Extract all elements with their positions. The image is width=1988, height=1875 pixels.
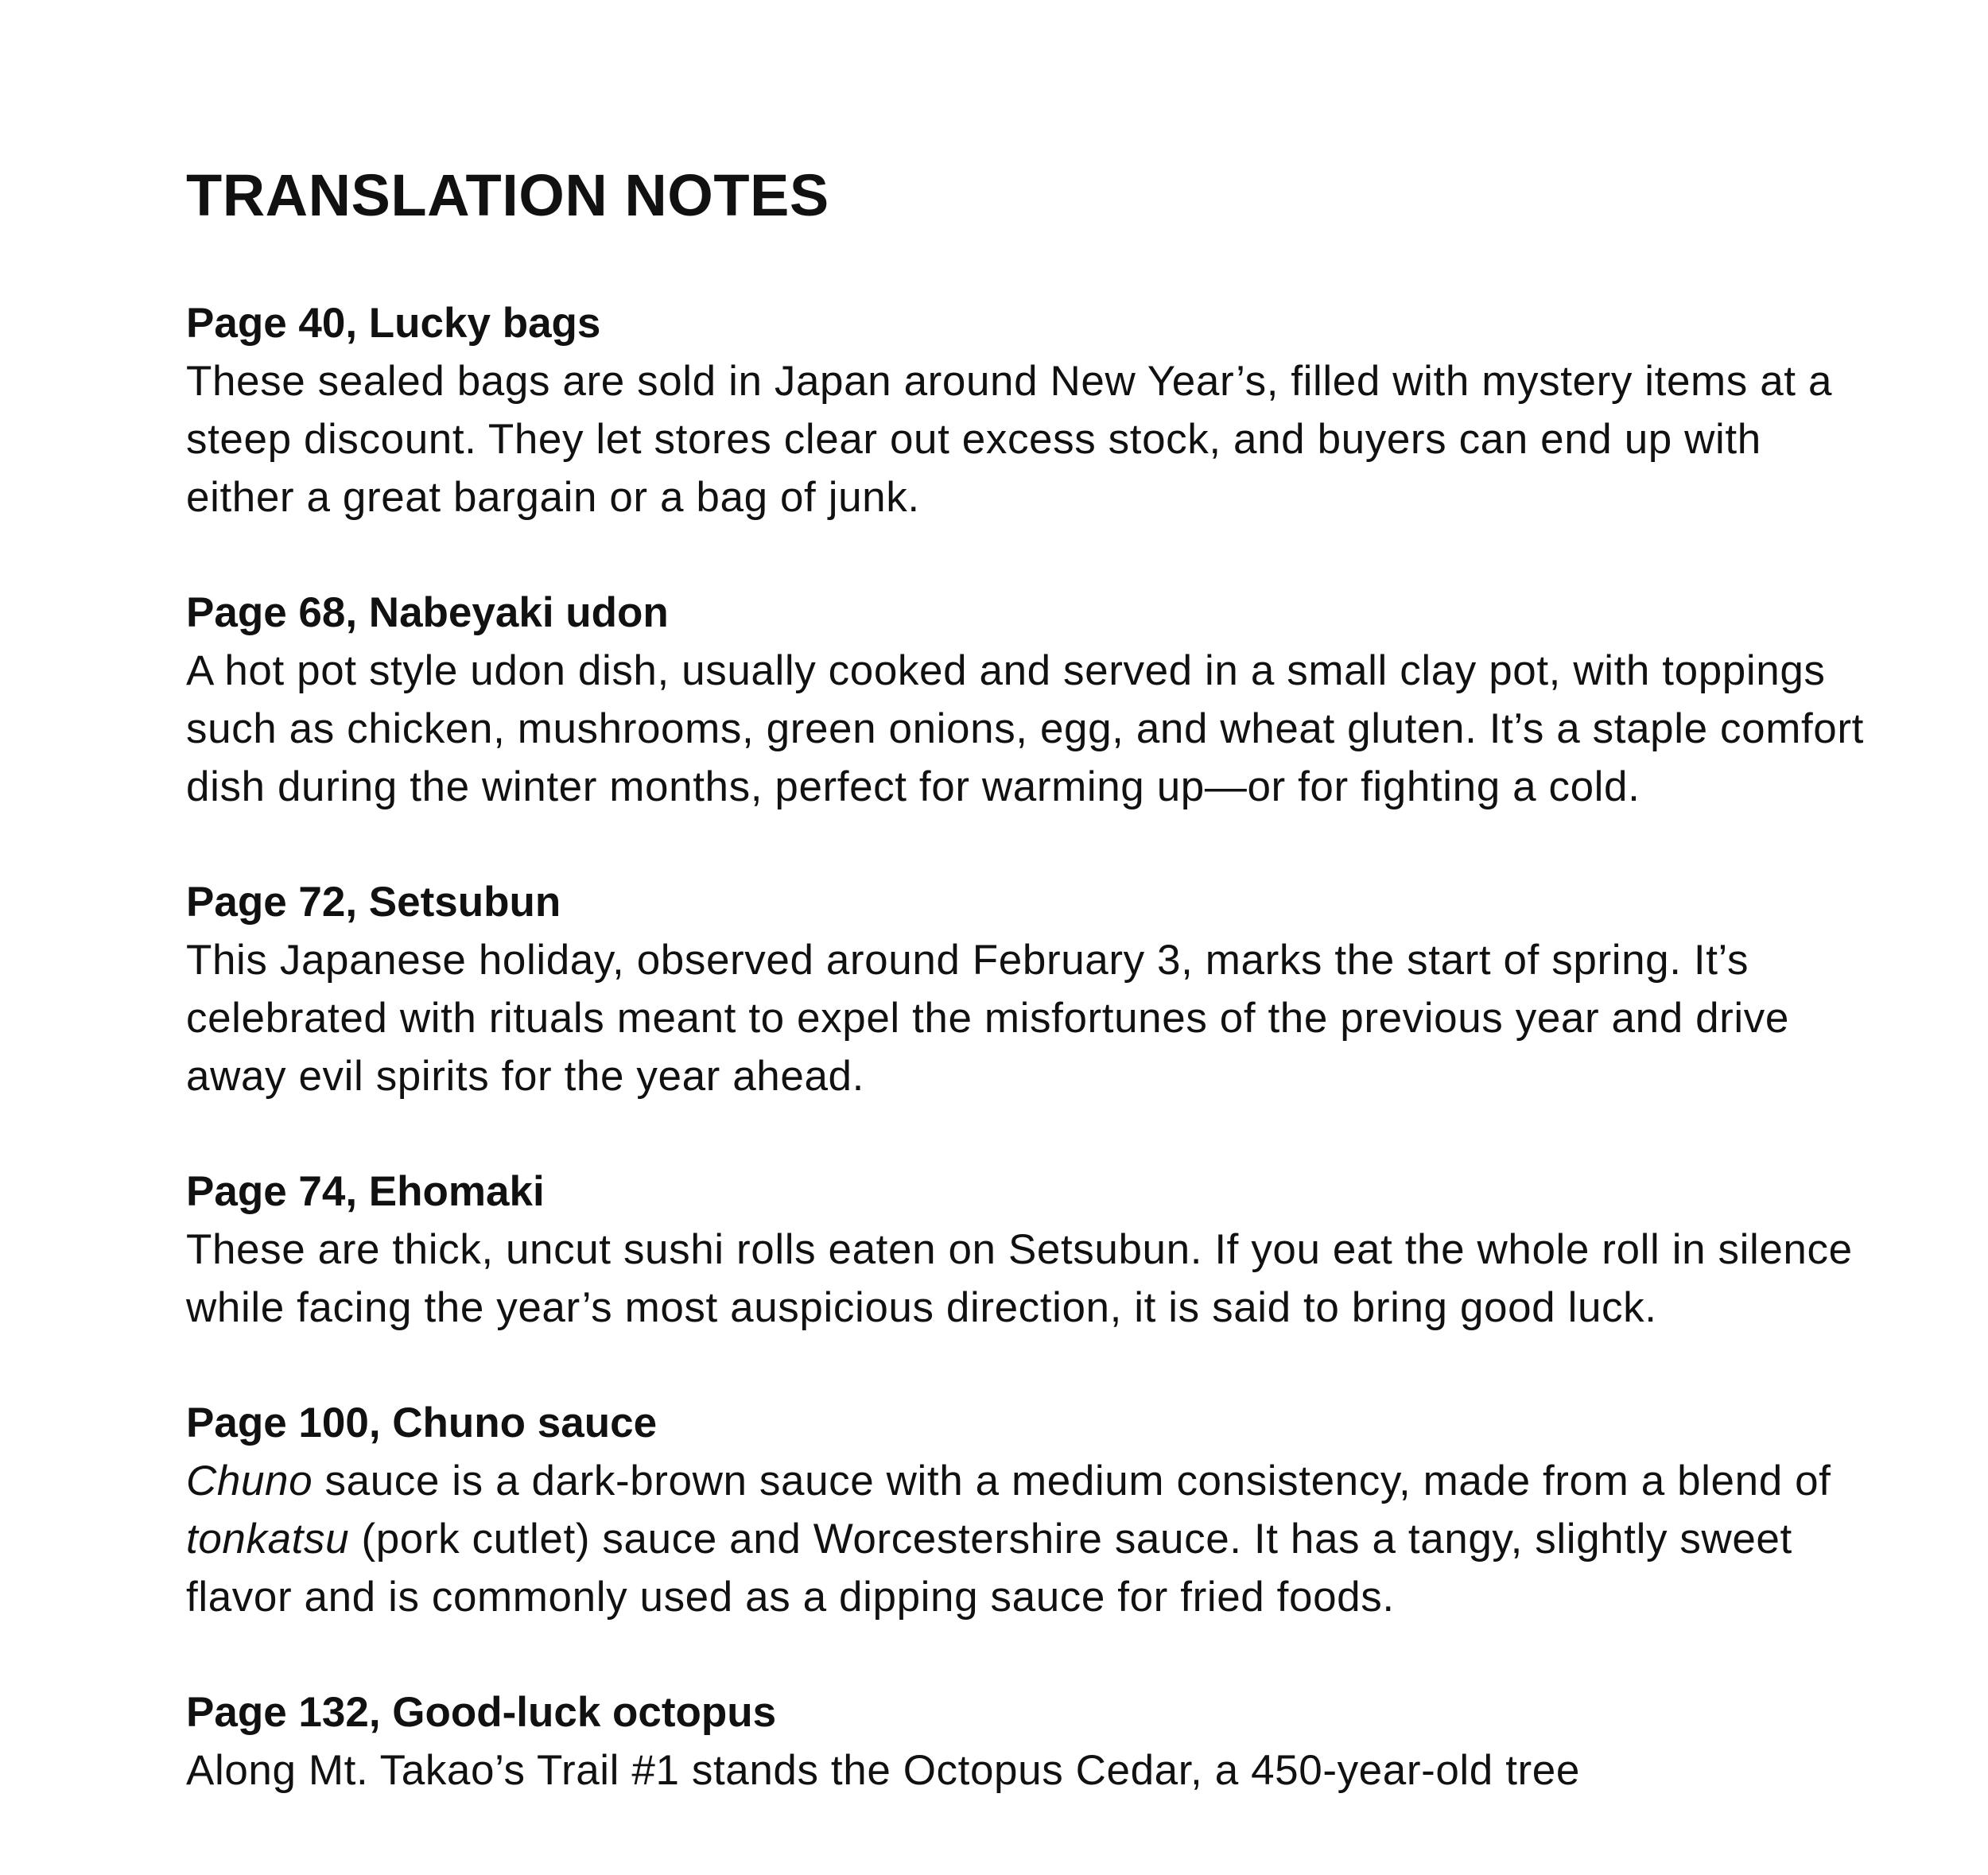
note-good-luck-octopus (186, 1683, 1872, 1799)
note-nabeyaki-udon (186, 584, 1872, 816)
note-body: A hot pot style udon dish, usually cooked and served in a small clay pot, with toppings such as chicken, mushrooms, green onions, egg, and wheat gluten. It’s a staple comfort dish during the winter months, perfect for warming up—or for fighting a cold. (186, 647, 1864, 810)
note-body (186, 1452, 1872, 1626)
note-body: These are thick, uncut sushi rolls eaten on Setsubun. If you eat the whole roll in silence while facing the year’s most auspicious direction, it is said to bring good luck. (186, 1226, 1853, 1331)
note-lucky-bags (186, 294, 1872, 526)
note-heading: Page 40, Lucky bags (186, 300, 601, 347)
note-ehomaki (186, 1163, 1872, 1337)
page-title: TRANSLATION NOTES (186, 162, 829, 228)
note-heading: Page 74, Ehomaki (186, 1168, 545, 1215)
note-heading: Page 68, Nabeyaki udon (186, 589, 669, 636)
note-body: Along Mt. Takao’s Trail #1 stands the Octopus Cedar, a 450-year-old tree (186, 1747, 1580, 1794)
note-heading: Page 132, Good-luck octopus (186, 1689, 777, 1736)
note-heading: Page 72, Setsubun (186, 879, 561, 926)
italic-term: Chuno (186, 1458, 313, 1504)
document-page (186, 159, 1872, 1857)
body-text: sauce is a dark-brown sauce with a medium consistency, made from a blend of (313, 1458, 1831, 1504)
body-text: (pork cutlet) sauce and Worcestershire sauce. It has a tangy, slightly sweet flavor and is commonly used as a dipping sauce for fried foods. (186, 1516, 1792, 1621)
note-setsubun (186, 873, 1872, 1105)
note-chuno-sauce (186, 1394, 1872, 1626)
note-body: This Japanese holiday, observed around February 3, marks the start of spring. It’s celebrated with rituals meant to expel the misfortunes of the previous year and drive away evil spirits for the year ahead. (186, 937, 1789, 1100)
note-body: These sealed bags are sold in Japan around New Year’s, filled with mystery items at a steep discount. They let stores clear out excess stock, and buyers can end up with either a great bargain or a bag of junk. (186, 358, 1833, 521)
italic-term: tonkatsu (186, 1516, 350, 1562)
note-heading: Page 100, Chuno sauce (186, 1399, 658, 1446)
